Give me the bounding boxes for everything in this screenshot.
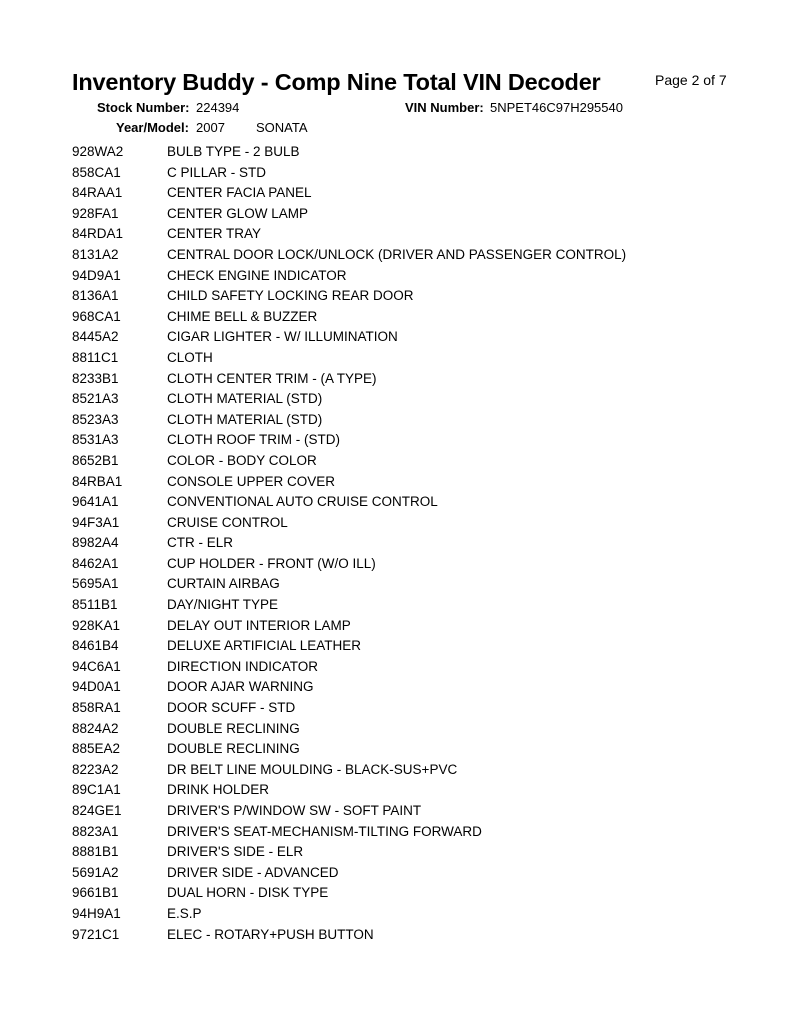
option-code: 8461B4 xyxy=(72,638,119,654)
option-description: DR BELT LINE MOULDING - BLACK-SUS+PVC xyxy=(167,761,458,777)
option-code: 885EA2 xyxy=(72,741,121,757)
option-code: 89C1A1 xyxy=(72,782,121,798)
list-item xyxy=(0,556,800,577)
option-description: DIRECTION INDICATOR xyxy=(167,658,319,674)
option-code: 9661B1 xyxy=(72,885,119,901)
list-item xyxy=(0,824,800,845)
option-description: DUAL HORN - DISK TYPE xyxy=(167,885,329,901)
option-description: CLOTH xyxy=(167,349,213,365)
option-code: 928KA1 xyxy=(72,617,121,633)
list-item xyxy=(0,432,800,453)
option-description: CIGAR LIGHTER - W/ ILLUMINATION xyxy=(167,329,398,345)
list-item xyxy=(0,309,800,330)
option-code: 8445A2 xyxy=(72,329,119,345)
option-code: 8136A1 xyxy=(72,288,119,304)
list-item xyxy=(0,288,800,309)
option-description: CENTER GLOW LAMP xyxy=(167,205,309,221)
list-item xyxy=(0,762,800,783)
option-description: DOOR AJAR WARNING xyxy=(167,679,314,695)
option-code: 94D9A1 xyxy=(72,267,121,283)
list-item xyxy=(0,803,800,824)
option-code: 84RBA1 xyxy=(72,473,123,489)
list-item xyxy=(0,906,800,927)
option-code: 94C6A1 xyxy=(72,658,121,674)
option-description: DRINK HOLDER xyxy=(167,782,270,798)
option-description: CLOTH MATERIAL (STD) xyxy=(167,391,323,407)
option-description: CONVENTIONAL AUTO CRUISE CONTROL xyxy=(167,494,438,510)
option-code: 8523A3 xyxy=(72,411,119,427)
option-description: CENTER TRAY xyxy=(167,226,262,242)
option-code: 8982A4 xyxy=(72,535,119,551)
list-item xyxy=(0,329,800,350)
list-item xyxy=(0,185,800,206)
option-code: 8811C1 xyxy=(72,349,119,365)
option-description: CENTER FACIA PANEL xyxy=(167,185,312,201)
list-item xyxy=(0,453,800,474)
list-item xyxy=(0,371,800,392)
list-item xyxy=(0,535,800,556)
option-description: DRIVER'S P/WINDOW SW - SOFT PAINT xyxy=(167,803,422,818)
option-code: 8824A2 xyxy=(72,720,119,736)
option-description: DAY/NIGHT TYPE xyxy=(167,597,279,613)
option-code: 94D0A1 xyxy=(72,679,121,695)
option-description: CHILD SAFETY LOCKING REAR DOOR xyxy=(167,288,414,304)
list-item xyxy=(0,226,800,247)
option-code: 8881B1 xyxy=(72,844,119,860)
list-item xyxy=(0,144,800,165)
list-item xyxy=(0,515,800,536)
option-code: 5691A2 xyxy=(72,864,119,880)
option-code: 8223A2 xyxy=(72,761,119,777)
list-item xyxy=(0,165,800,186)
option-code: 928WA2 xyxy=(72,144,124,159)
option-description: CUP HOLDER - FRONT (W/O ILL) xyxy=(167,555,376,571)
list-item xyxy=(0,391,800,412)
option-description: CTR - ELR xyxy=(167,535,234,551)
option-description: CURTAIN AIRBAG xyxy=(167,576,280,592)
stock-number-label: Stock Number: xyxy=(97,100,190,115)
option-description: DOOR SCUFF - STD xyxy=(167,700,296,716)
list-item xyxy=(0,597,800,618)
option-description: DELAY OUT INTERIOR LAMP xyxy=(167,617,351,633)
list-item xyxy=(0,206,800,227)
option-description: CENTRAL DOOR LOCK/UNLOCK (DRIVER AND PASSENGER CONTROL) xyxy=(167,246,627,262)
option-code: 8823A1 xyxy=(72,823,119,839)
option-code: 824GE1 xyxy=(72,803,122,818)
list-item xyxy=(0,638,800,659)
list-item xyxy=(0,412,800,433)
year-value: 2007 xyxy=(196,120,225,135)
option-list xyxy=(0,144,800,947)
option-code: 94F3A1 xyxy=(72,514,120,530)
list-item xyxy=(0,576,800,597)
list-item xyxy=(0,844,800,865)
option-description: CHIME BELL & BUZZER xyxy=(167,308,318,324)
option-code: 858RA1 xyxy=(72,700,121,716)
list-item xyxy=(0,679,800,700)
list-item xyxy=(0,927,800,948)
option-code: 9641A1 xyxy=(72,494,119,510)
option-description: ELEC - ROTARY+PUSH BUTTON xyxy=(167,926,374,942)
option-description: CLOTH MATERIAL (STD) xyxy=(167,411,323,427)
option-code: 8521A3 xyxy=(72,391,119,407)
list-item xyxy=(0,494,800,515)
list-item xyxy=(0,268,800,289)
option-code: 8233B1 xyxy=(72,370,119,386)
list-item xyxy=(0,659,800,680)
option-code: 84RDA1 xyxy=(72,226,124,242)
list-item xyxy=(0,247,800,268)
list-item xyxy=(0,474,800,495)
option-description: E.S.P xyxy=(167,905,202,921)
option-code: 9721C1 xyxy=(72,926,120,942)
model-value: SONATA xyxy=(256,120,308,135)
option-description: CLOTH ROOF TRIM - (STD) xyxy=(167,432,340,448)
option-code: 5695A1 xyxy=(72,576,119,592)
option-code: 8652B1 xyxy=(72,452,119,468)
year-model-label: Year/Model: xyxy=(116,120,189,135)
option-description: COLOR - BODY COLOR xyxy=(167,452,317,468)
option-code: 8462A1 xyxy=(72,555,119,571)
option-description: DRIVER SIDE - ADVANCED xyxy=(167,864,339,880)
option-code: 858CA1 xyxy=(72,164,121,180)
list-item xyxy=(0,885,800,906)
list-item xyxy=(0,865,800,886)
stock-number-value: 224394 xyxy=(196,100,240,115)
option-description: CHECK ENGINE INDICATOR xyxy=(167,267,347,283)
option-description: CONSOLE UPPER COVER xyxy=(167,473,336,489)
vin-number-label: VIN Number: xyxy=(405,100,484,115)
option-description: CLOTH CENTER TRIM - (A TYPE) xyxy=(167,370,377,386)
option-code: 84RAA1 xyxy=(72,185,123,201)
list-item xyxy=(0,721,800,742)
option-description: DOUBLE RECLINING xyxy=(167,741,300,757)
option-description: DELUXE ARTIFICIAL LEATHER xyxy=(167,638,362,654)
option-code: 8511B1 xyxy=(72,597,118,613)
option-description: DOUBLE RECLINING xyxy=(167,720,300,736)
option-code: 94H9A1 xyxy=(72,905,121,921)
list-item xyxy=(0,700,800,721)
vin-number-value: 5NPET46C97H295540 xyxy=(490,100,623,115)
option-description: CRUISE CONTROL xyxy=(167,514,288,530)
option-code: 8531A3 xyxy=(72,432,119,448)
list-item xyxy=(0,741,800,762)
list-item xyxy=(0,350,800,371)
page-number: Page 2 of 7 xyxy=(655,72,727,88)
page-title: Inventory Buddy - Comp Nine Total VIN Decoder xyxy=(72,69,601,95)
option-description: DRIVER'S SEAT-MECHANISM-TILTING FORWARD xyxy=(167,823,482,839)
option-description: C PILLAR - STD xyxy=(167,164,267,180)
list-item xyxy=(0,782,800,803)
option-description: BULB TYPE - 2 BULB xyxy=(167,144,300,159)
option-code: 8131A2 xyxy=(72,246,119,262)
list-item xyxy=(0,618,800,639)
option-code: 968CA1 xyxy=(72,308,121,324)
option-code: 928FA1 xyxy=(72,205,119,221)
option-description: DRIVER'S SIDE - ELR xyxy=(167,844,304,860)
